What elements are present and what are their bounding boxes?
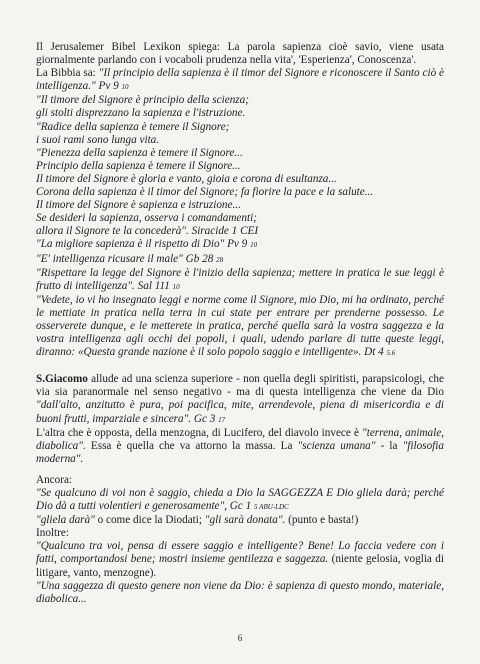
spacer	[36, 360, 444, 373]
text: L'altra che è opposta, della menzogna, di Lucifero, del diavolo invece è	[36, 426, 359, 439]
verse-ref: 5 ABU-LDC	[254, 503, 289, 512]
verse-ref: 28	[216, 255, 224, 264]
paragraph-saggezza	[36, 487, 444, 514]
quote-line: Corona della sapienza è il timor del Signore; fa fiorire la pace e la salute...	[36, 186, 374, 199]
quote: "gli sarà donata".	[204, 514, 286, 527]
text: "Una saggezza di questo genere non viene da Dio: è sapienza di questo mondo, materiale, diabolica...	[36, 579, 444, 605]
verse-ref: 17	[218, 415, 226, 424]
heading-inoltre: Inoltre:	[36, 527, 69, 540]
verse-ref: 10	[250, 241, 258, 250]
text: allude ad una scienza superiore - non quella degli spiritisti, parapsicologi, che via sia paranormale nel senso negativo - ma di questa intelligenza che viene da Dio	[36, 373, 444, 399]
verse-ref: 10	[172, 282, 180, 291]
text: - la	[375, 439, 403, 452]
quote: "gliela darà"	[36, 514, 95, 527]
paragraph-giacomo	[36, 373, 444, 426]
text: Il Jerusalemer Bibel Lexikon spiega: La parola sapienza cioè savio, viene usata giornalmente parlando con i vocaboli prudenza nella vita', 'Esperienza', Conoscenza'.	[36, 41, 444, 67]
quote-line: i suoi rami sono lunga vita.	[36, 133, 160, 146]
text: "Se qualcuno di voi non è saggio, chieda a Dio la SAGGEZZA E Dio gliela darà; perché Dio dà a tutti volentieri e generosamente", Gc 1	[36, 487, 444, 513]
heading-ancora: Ancora:	[36, 473, 73, 486]
paragraph-questo-mondo	[36, 580, 444, 606]
paragraph-salmo	[36, 267, 444, 294]
quote: "scienza umana"	[297, 439, 376, 452]
quote: "terrena, animale, diabolica".	[36, 426, 444, 452]
quote-line: gli stolti disprezzano la sapienza e l'istruzione.	[36, 107, 246, 120]
text: (punto e basta!)	[285, 514, 359, 527]
paragraph-opposta	[36, 427, 444, 466]
quote-line: "Pienezza della sapienza è temere il Signore...	[36, 146, 243, 159]
quote-line: Il timore del Signore è sapienza e istruzione...	[36, 199, 241, 212]
page-number: 6	[237, 633, 243, 643]
paragraph-diodati	[36, 514, 444, 527]
paragraph-qualcuno	[36, 540, 444, 579]
quote-line	[36, 253, 444, 267]
spacer	[36, 466, 444, 474]
paragraph-lexikon	[36, 41, 444, 67]
quote: "Il principio della sapienza è il timor del Signore e riconoscere il Santo ciò è intelligenza." Pv 9	[36, 67, 444, 93]
text: o come dice la Diodati;	[94, 514, 205, 527]
quote-line	[36, 238, 444, 252]
document-body	[36, 41, 444, 606]
quote-line: Se desideri la sapienza, osserva i comandamenti;	[36, 212, 257, 225]
name-highlight: S.Giacomo	[36, 373, 88, 386]
quote: "filosofia moderna".	[36, 439, 444, 465]
quote-line: "Radice della sapienza è temere il Signore;	[36, 120, 230, 133]
text: (niente gelosia, voglia di litigare, vanto, menzogne).	[36, 553, 444, 579]
quote-line: allora il Signore te la concederà". Siracide 1 CEI	[36, 225, 259, 238]
text: "Vedete, io vi ho insegnato leggi e norme come il Signore, mio Dio, mi ha ordinato, perché le mettiate in pratica nella terra in cui state per entrare per prenderne possesso. Le osserverete dunque, e le metterete in pratica, perché quella sarà la vostra saggezza e la vostra intelligenza agli occhi dei popoli, i quali, udendo parlare di tutte queste leggi, diranno: «Questa grande nazione è il solo popolo saggio e intelligente». Dt 4	[36, 293, 444, 359]
quote-line: Il timore del Signore è gloria e vanto, gioia e corona di esultanza...	[36, 172, 337, 185]
quote: "Qualcuno tra voi, pensa di essere saggio e intelligente? Bene! Lo faccia vedere con i fatti, comportandosi bene; mostri insieme gentilezza e saggezza.	[36, 540, 444, 566]
text: La Bibbia sa:	[36, 67, 99, 80]
quote-line: "Il timore del Signore è principio della scienza;	[36, 94, 249, 107]
quote: "dall'alto, anzitutto è pura, poi pacifica, mite, arrendevole, piena di misericordia e di buoni frutti, imparziale e sincera". Gc 3	[36, 399, 444, 425]
text: "La migliore sapienza è il rispetto di Dio" Pv 9	[36, 238, 248, 251]
quote-line: Principio della sapienza è temere il Signore...	[36, 159, 241, 172]
verse-ref: 5.6	[386, 349, 396, 358]
text: Essa è quella che va attorno la massa. La	[85, 439, 298, 452]
paragraph-bibbia	[36, 67, 444, 94]
paragraph-deuteronomio	[36, 294, 444, 360]
text: "E' intelligenza ricusare il male" Gb 28	[36, 252, 214, 265]
text: "Rispettare la legge del Signore è l'inizio della sapienza; mettere in pratica le sue leggi è frutto di intelligenza". Sal 111	[36, 266, 444, 292]
verse-ref: 10	[121, 83, 129, 92]
